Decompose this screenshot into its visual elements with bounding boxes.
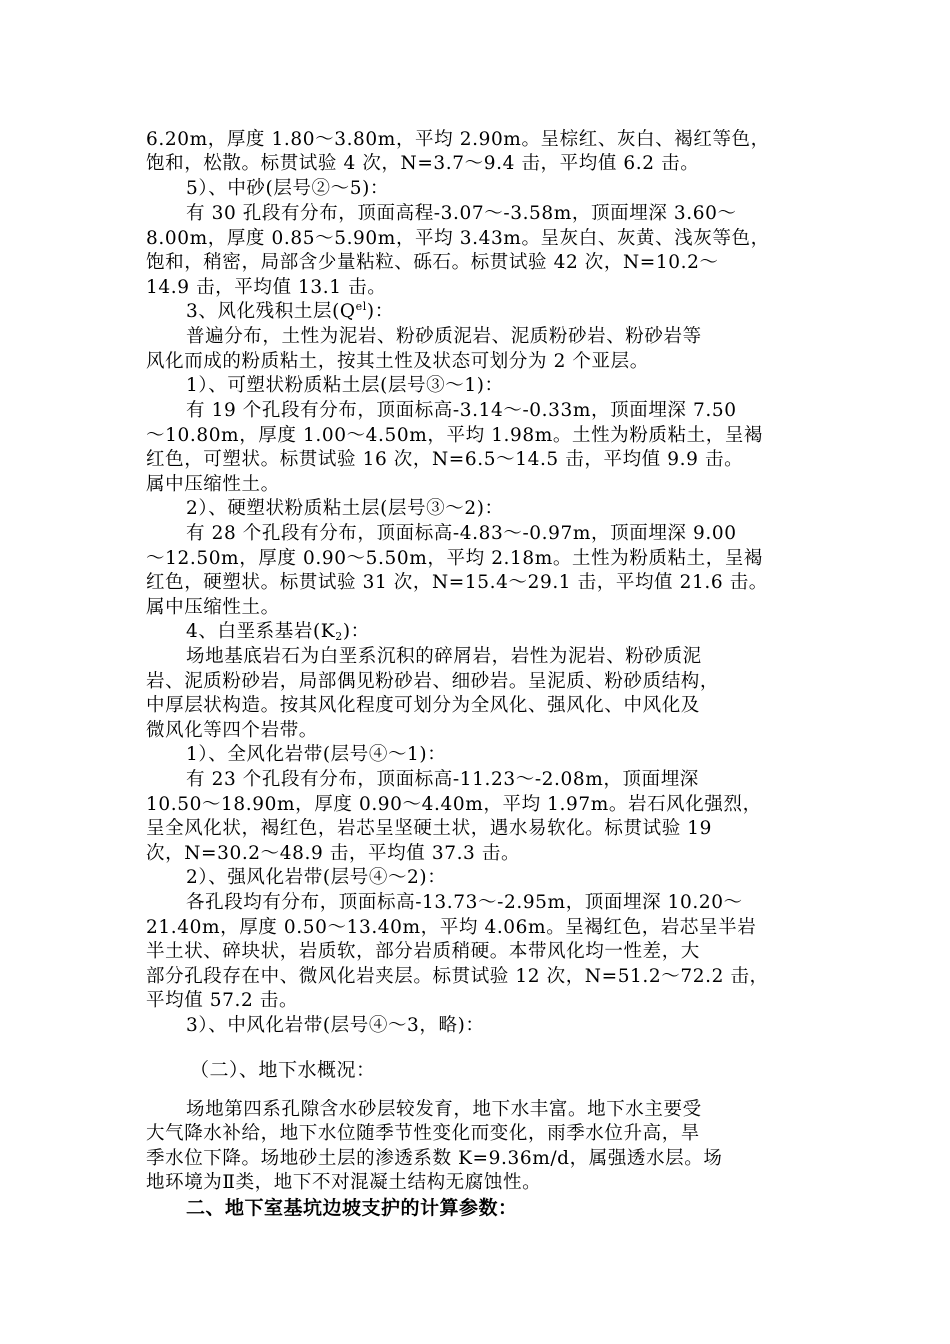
subscript: 2 [335,630,343,643]
body-text-line: 有 23 个孔段有分布，顶面标高-11.23～-2.08m，顶面埋深 [186,769,699,790]
subsection-heading: 2）、硬塑状粉质粘土层(层号③～2)： [186,498,504,519]
body-text-line: 红色，可塑状。标贯试验 16 次，N=6.5～14.5 击，平均值 9.9 击。 [146,449,744,470]
body-text-line: 岩、泥质粉砂岩，局部偶见粉砂岩、细砂岩。呈泥质、粉砂质结构， [146,671,720,692]
body-text-line: 属中压缩性土。 [146,597,280,618]
body-text-line: 部分孔段存在中、微风化岩夹层。标贯试验 12 次，N=51.2～72.2 击， [146,966,769,987]
body-text-line: ～10.80m，厚度 1.00～4.50m，平均 1.98m。土性为粉质粘土，呈褐 [146,425,764,446]
body-text-line: 半土状、碎块状，岩质软，部分岩质稍硬。本带风化均一性差，大 [146,941,700,962]
body-text-line: 大气降水补给，地下水位随季节性变化而变化，雨季水位升高，旱 [146,1123,700,1144]
body-text-line: 饱和，松散。标贯试验 4 次，N=3.7～9.4 击，平均值 6.2 击。 [146,153,700,174]
heading-text: )： [342,621,370,642]
chapter-heading: 二、地下室基坑边坡支护的计算参数： [186,1197,518,1219]
subsection-heading: 1）、可塑状粉质粘土层(层号③～1)： [186,375,504,396]
body-text-line: 饱和，稍密，局部含少量粘粒、砾石。标贯试验 42 次，N=10.2～ [146,252,719,273]
body-text-line: 10.50～18.90m，厚度 0.90～4.40m，平均 1.97m。岩石风化强烈， [146,794,762,815]
body-text-line: 21.40m，厚度 0.50～13.40m，平均 4.06m。呈褐红色，岩芯呈半岩 [146,917,757,938]
subsection-heading: 2）、强风化岩带(层号④～2)： [186,867,447,888]
body-text-line: 场地第四系孔隙含水砂层较发育，地下水丰富。地下水主要受 [186,1099,702,1120]
body-text-line: 属中压缩性土。 [146,474,280,495]
body-text-line: 呈全风化状，褐红色，岩芯呈坚硬土状，遇水易软化。标贯试验 19 [146,818,713,839]
body-text-line: 地环境为Ⅱ类，地下不对混凝土结构无腐蚀性。 [146,1172,542,1193]
body-text-line: 有 30 孔段有分布，顶面高程-3.07～-3.58m，顶面埋深 3.60～ [186,203,737,224]
subsection-heading: 3）、中风化岩带(层号④～3，略)： [186,1015,485,1036]
body-text-line: 中厚层状构造。按其风化程度可划分为全风化、强风化、中风化及 [146,695,700,716]
subsection-heading: 1）、全风化岩带(层号④～1)： [186,744,447,765]
heading-text: )： [366,301,394,322]
body-text-line: 14.9 击，平均值 13.1 击。 [146,277,387,298]
superscript: el [355,300,367,313]
body-text-line: 风化而成的粉质粘土，按其土性及状态可划分为 2 个亚层。 [146,351,649,372]
section-heading [186,620,818,644]
body-text-line: 次，N=30.2～48.9 击，平均值 37.3 击。 [146,843,521,864]
body-text-line: ～12.50m，厚度 0.90～5.50m，平均 2.18m。土性为粉质粘土，呈褐 [146,548,764,569]
body-text-line: 微风化等四个岩带。 [146,720,318,741]
body-text-line: 6.20m，厚度 1.80～3.80m，平均 2.90m。呈棕红、灰白、褐红等色， [146,129,770,150]
body-text-line: 季水位下降。场地砂土层的渗透系数 K=9.36m/d，属强透水层。场 [146,1148,723,1169]
body-text-line: 有 28 个孔段有分布，顶面标高-4.83～-0.97m，顶面埋深 9.00 [186,523,737,544]
body-text-line: 平均值 57.2 击。 [146,990,299,1011]
heading-text: 4、白垩系基岩(K [186,621,336,642]
subsection-heading: 5）、中砂(层号②～5)： [186,178,390,199]
body-text-line: 红色，硬塑状。标贯试验 31 次，N=15.4～29.1 击，平均值 21.6 击。 [146,572,768,593]
body-text-line: 8.00m，厚度 0.85～5.90m，平均 3.43m。呈灰白、灰黄、浅灰等色， [146,228,770,249]
body-text-line: 各孔段均有分布，顶面标高-13.73～-2.95m，顶面埋深 10.20～ [186,892,743,913]
body-text-line: 普遍分布，土性为泥岩、粉砂质泥岩、泥质粉砂岩、粉砂岩等 [186,326,702,347]
groundwater-heading: （二）、地下水概况： [190,1059,376,1081]
body-text-line: 有 19 个孔段有分布，顶面标高-3.14～-0.33m，顶面埋深 7.50 [186,400,737,421]
heading-text: 3、风化残积土层(Q [186,301,356,322]
body-text-line: 场地基底岩石为白垩系沉积的碎屑岩，岩性为泥岩、粉砂质泥 [186,646,702,667]
section-heading [186,300,818,324]
